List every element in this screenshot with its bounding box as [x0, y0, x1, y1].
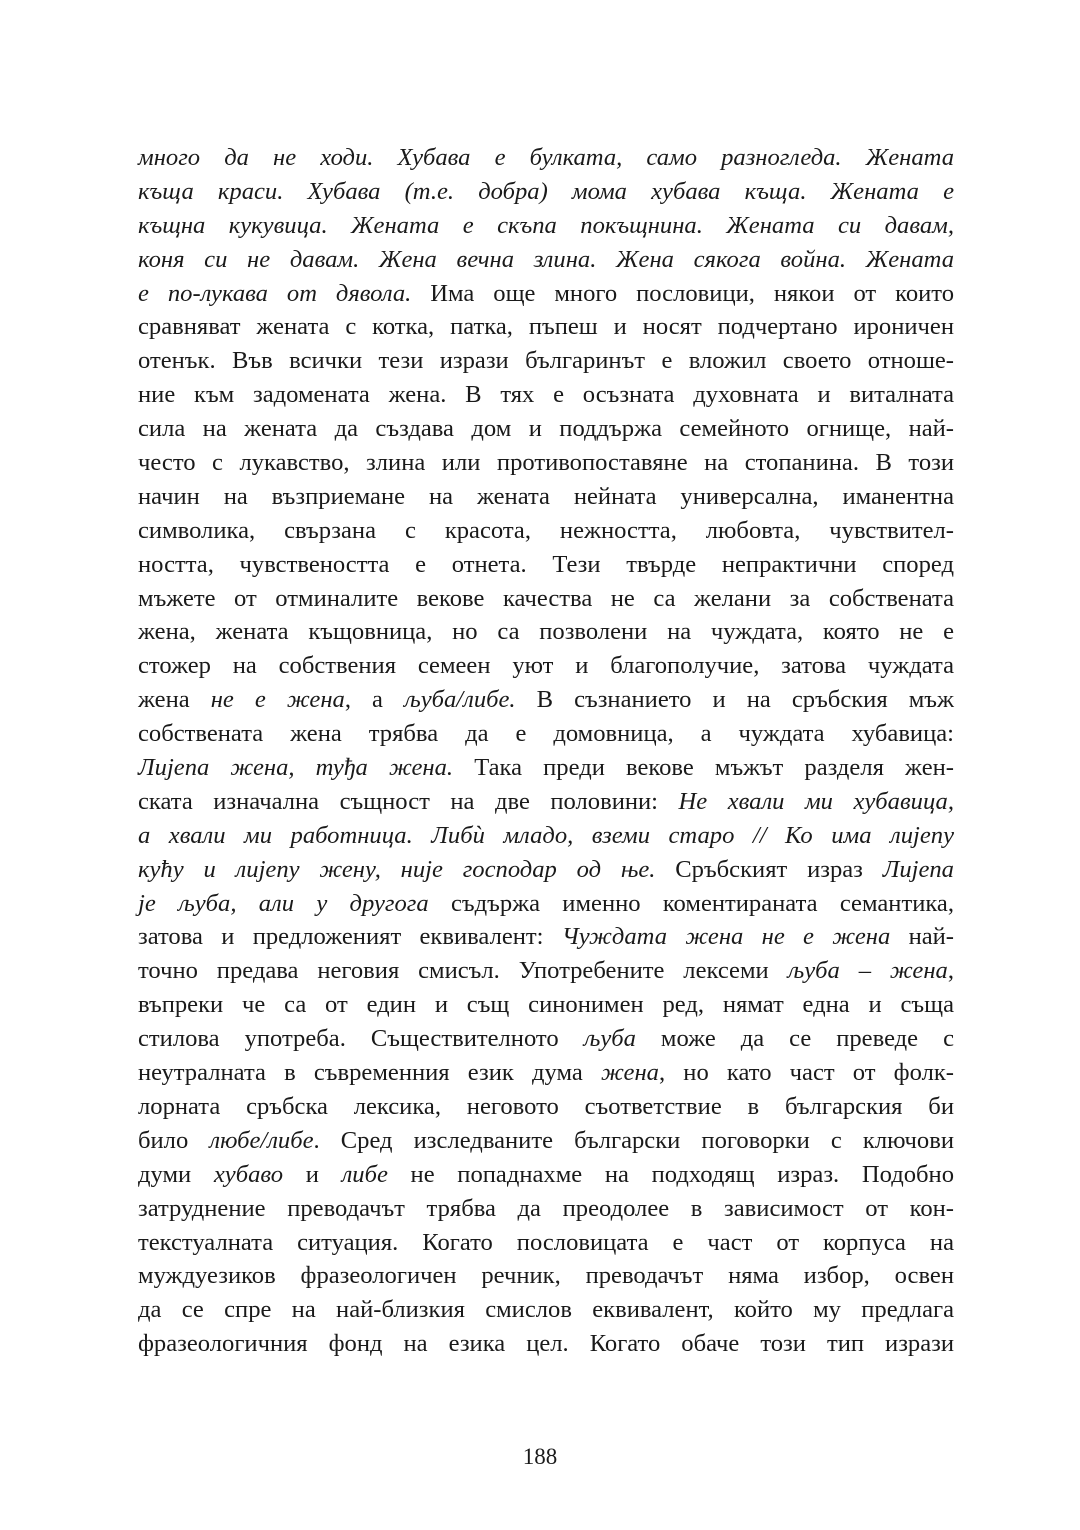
text-segment: затруднение преводачът трябва да преодолее в зависимост от кон-	[138, 1194, 954, 1222]
text-line	[138, 412, 954, 446]
text-segment: символика, свързана с красота, нежността, любовта, чувствител-	[138, 516, 954, 544]
text-segment: било	[138, 1126, 210, 1154]
text-segment: най-	[890, 923, 954, 951]
text-line	[138, 1226, 954, 1260]
text-line	[138, 514, 954, 548]
text-segment: собствената жена трябва да е домовница, а чуждата хубавица:	[138, 720, 954, 748]
text-segment: сравняват жената с котка, патка, пъпеш и носят подчертано ироничен	[138, 313, 954, 341]
text-segment: отенък. Във всички тези изрази българинът е вложил своето отноше-	[138, 347, 954, 375]
italic-text-segment: љуба/либе.	[404, 686, 516, 714]
text-line	[138, 175, 954, 209]
text-line	[138, 582, 954, 616]
text-line	[138, 243, 954, 277]
text-segment: точно предава неговия смисъл. Употребените лексеми	[138, 957, 788, 985]
text-segment: начин на възприемане на жената нейната универсална, иманентна	[138, 482, 954, 510]
text-line	[138, 1192, 954, 1226]
text-segment: Така преди векове мъжът разделя жен-	[453, 754, 954, 782]
text-line	[138, 920, 954, 954]
text-line	[138, 344, 954, 378]
italic-text-segment: либе	[341, 1160, 388, 1188]
italic-text-segment: љуба	[583, 1025, 636, 1053]
italic-text-segment: кућу и лијепу жену, није господар од ње.	[138, 855, 656, 883]
text-segment: жена, жената къщовница, но са позволени на чуждата, която не е	[138, 618, 954, 646]
text-segment: стожер на собствения семеен уют и благополучие, затова чуждата	[138, 652, 954, 680]
text-line	[138, 1327, 954, 1361]
italic-text-segment: Чуждата жена не е жена	[561, 923, 891, 951]
text-segment: , но като част от фолк-	[658, 1059, 954, 1087]
text-line	[138, 1293, 954, 1327]
text-line	[138, 548, 954, 582]
italic-text-segment: Лијепа	[882, 855, 954, 883]
text-segment: може да се преведе с	[635, 1025, 954, 1053]
text-line	[138, 785, 954, 819]
text-segment: . Сред изследваните български поговорки с ключови	[313, 1126, 954, 1154]
text-line	[138, 277, 954, 311]
text-line	[138, 1022, 954, 1056]
text-line	[138, 988, 954, 1022]
page-number: 188	[522, 1444, 558, 1469]
italic-text-segment: любе/либе	[209, 1126, 314, 1154]
italic-text-segment: жена	[600, 1059, 659, 1087]
text-line	[138, 819, 954, 853]
text-line	[138, 209, 954, 243]
italic-text-segment: коня си не давам. Жена вечна злина. Жена сякога война. Жената	[138, 245, 954, 273]
text-segment: сила на жената да създава дом и поддържа семейното огнище, най-	[138, 415, 954, 443]
italic-text-segment: љуба – жена	[787, 957, 948, 985]
text-line	[138, 1158, 954, 1192]
italic-text-segment: много да не ходи. Хубава е булката, само разногледа. Жената	[138, 144, 954, 171]
text-segment: фразеологичния фонд на езика цел. Когато обаче този тип изрази	[138, 1330, 954, 1358]
text-segment: мъжете от отминалите векове качества не са желани за собствената	[138, 584, 954, 612]
italic-text-segment: Не хвали ми хубавица,	[678, 787, 954, 815]
text-line	[138, 615, 954, 649]
italic-text-segment: хубаво	[213, 1160, 284, 1188]
text-segment: текстуалната ситуация. Когато пословицата е част от корпуса на	[138, 1228, 954, 1256]
text-segment: стилова употреба. Съществителното	[138, 1025, 584, 1053]
text-line	[138, 378, 954, 412]
italic-text-segment: къщна кукувица. Жената е скъпа покъщнина. Жената си давам,	[138, 211, 954, 239]
text-segment: затова и предложеният еквивалент:	[138, 923, 562, 951]
italic-text-segment: а хвали ми работница. Либѝ младо, вземи старо // Ко има лијепу	[138, 821, 954, 849]
text-segment: неутралната в съвременния език дума	[138, 1059, 601, 1087]
text-segment: муждуезиков фразеологичен речник, преводачът няма избор, освен	[138, 1262, 954, 1290]
text-segment: лорната сръбска лексика, неговото съответствие в българския би	[138, 1092, 954, 1120]
italic-text-segment: не е жена	[210, 686, 345, 714]
text-line	[138, 649, 954, 683]
text-line	[138, 887, 954, 921]
text-line	[138, 1124, 954, 1158]
text-line	[138, 1259, 954, 1293]
text-line	[138, 480, 954, 514]
italic-text-segment: е по-лукава от дявола.	[138, 279, 412, 307]
text-segment: съдържа именно коментираната семантика,	[428, 889, 954, 917]
text-line	[138, 853, 954, 887]
text-line	[138, 683, 954, 717]
text-line	[138, 141, 954, 175]
italic-text-segment: је љуба, али у другога	[138, 889, 429, 917]
text-segment: ността, чувствеността е отнета. Тези твърде непрактични според	[138, 550, 954, 578]
text-segment: Сръбският израз	[655, 855, 883, 883]
body-text	[138, 141, 954, 1361]
text-segment: ние към задомената жена. В тях е осъзната духовната и виталната	[138, 381, 954, 409]
text-segment: ската изначална същност на две половини:	[138, 787, 679, 815]
text-segment: да се спре на най-близкия смислов еквивалент, който му предлага	[138, 1296, 954, 1324]
text-segment: В съзнанието и на сръбския мъж	[515, 686, 954, 714]
text-segment: и	[283, 1160, 342, 1188]
text-line	[138, 446, 954, 480]
text-segment: често с лукавство, злина или противопоставяне на стопанина. В този	[138, 449, 954, 477]
text-line	[138, 1056, 954, 1090]
text-segment: , а	[344, 686, 404, 714]
text-segment: ,	[947, 957, 954, 985]
italic-text-segment: къща краси. Хубава (т.е. добра) мома хубава къща. Жената е	[138, 177, 954, 205]
text-line	[138, 1090, 954, 1124]
text-segment: жена	[138, 686, 211, 714]
text-segment: Има още много пословици, някои от които	[411, 279, 954, 307]
text-line	[138, 310, 954, 344]
text-line	[138, 717, 954, 751]
text-line	[138, 751, 954, 785]
text-segment: въпреки че са от един и същ синонимен ред, нямат една и съща	[138, 991, 954, 1019]
text-segment: не попаднахме на подходящ израз. Подобно	[387, 1160, 955, 1188]
italic-text-segment: Лијепа жена, туђа жена.	[138, 754, 454, 782]
text-line	[138, 954, 954, 988]
text-segment: думи	[138, 1160, 214, 1188]
